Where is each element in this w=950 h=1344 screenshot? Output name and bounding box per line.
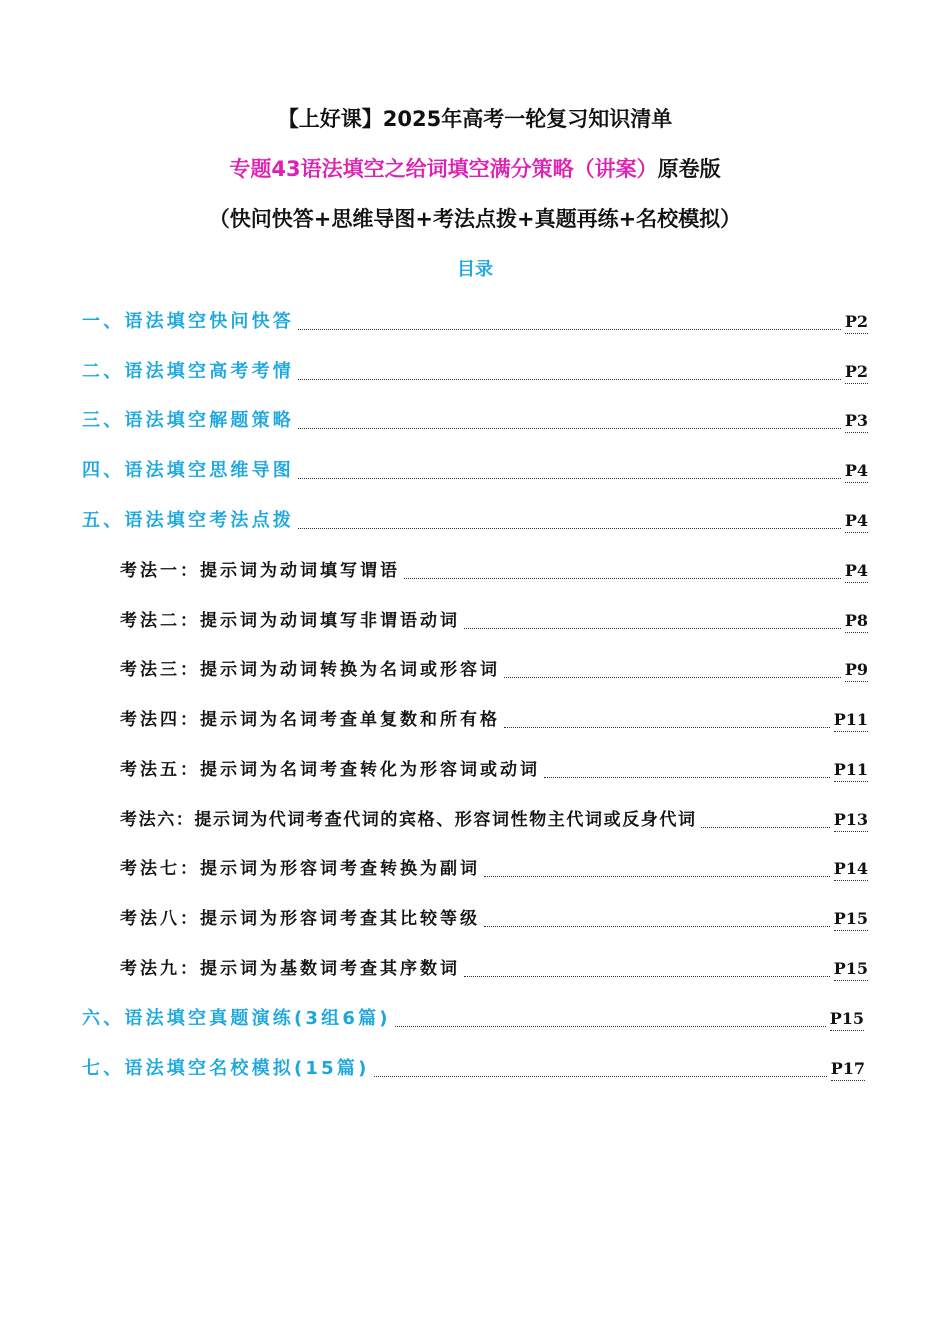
toc-leader bbox=[464, 627, 841, 629]
toc-leader bbox=[504, 726, 830, 728]
toc-entry-page: P15 bbox=[834, 908, 868, 931]
toc-entry[interactable] bbox=[120, 607, 868, 633]
toc-entry-label: 考法九：提示词为基数词考查其序数词 bbox=[120, 959, 460, 979]
toc-leader bbox=[484, 875, 830, 877]
toc-entry[interactable] bbox=[82, 1055, 865, 1081]
toc-leader bbox=[298, 477, 841, 479]
subtitle-topic: 专题43语法填空之给词填空满分策略（讲案） bbox=[229, 157, 658, 181]
toc-entry-label: 七、语法填空名校模拟(15篇) bbox=[82, 1058, 370, 1079]
toc-entry-page: P13 bbox=[834, 809, 868, 832]
toc-entry-page: P4 bbox=[845, 560, 868, 583]
toc-entry-label: 二、语法填空高考考情 bbox=[82, 361, 294, 382]
toc-entry-label: 考法二：提示词为动词填写非谓语动词 bbox=[120, 611, 460, 631]
toc-entry-page: P14 bbox=[834, 858, 868, 881]
toc-entry[interactable] bbox=[120, 706, 868, 732]
document-subtitle bbox=[0, 153, 950, 183]
toc-entry[interactable] bbox=[82, 308, 868, 334]
toc-leader bbox=[395, 1025, 826, 1027]
toc-entry-label: 考法四：提示词为名词考查单复数和所有格 bbox=[120, 710, 500, 730]
toc-entry[interactable] bbox=[82, 457, 868, 483]
toc-entry[interactable] bbox=[120, 855, 868, 881]
toc-leader bbox=[464, 975, 830, 977]
toc-entry-page: P9 bbox=[845, 659, 868, 682]
toc-entry-label: 考法一：提示词为动词填写谓语 bbox=[120, 561, 400, 581]
toc-leader bbox=[298, 378, 841, 380]
toc-entry[interactable] bbox=[120, 756, 868, 782]
toc-entry-label: 考法八：提示词为形容词考查其比较等级 bbox=[120, 909, 480, 929]
toc-leader bbox=[298, 527, 841, 529]
toc-entry-page: P11 bbox=[834, 759, 868, 782]
toc-entry-label: 考法五：提示词为名词考查转化为形容词或动词 bbox=[120, 760, 540, 780]
toc-entry-label: 四、语法填空思维导图 bbox=[82, 460, 294, 481]
toc-leader bbox=[298, 328, 841, 330]
toc-entry[interactable] bbox=[120, 806, 868, 832]
toc-entry-page: P4 bbox=[845, 460, 868, 483]
toc-entry[interactable] bbox=[82, 407, 868, 433]
document-scope: （快问快答+思维导图+考法点拨+真题再练+名校模拟） bbox=[208, 207, 742, 231]
toc-leader bbox=[701, 826, 830, 828]
toc-leader bbox=[374, 1075, 827, 1077]
toc-heading: 目录 bbox=[457, 259, 493, 280]
toc-entry-page: P15 bbox=[834, 958, 868, 981]
toc-entry-page: P11 bbox=[834, 709, 868, 732]
toc-entry-label: 一、语法填空快问快答 bbox=[82, 311, 294, 332]
toc-leader bbox=[484, 925, 830, 927]
toc-entry[interactable] bbox=[82, 1005, 864, 1031]
toc-entry-page: P2 bbox=[845, 311, 868, 334]
toc-entry-label: 考法三：提示词为动词转换为名词或形容词 bbox=[120, 660, 500, 680]
toc-leader bbox=[544, 776, 830, 778]
toc-entry-page: P4 bbox=[845, 510, 868, 533]
toc-entry-page: P15 bbox=[830, 1008, 864, 1031]
toc-leader bbox=[504, 676, 841, 678]
toc-entry[interactable] bbox=[82, 358, 868, 384]
toc-leader bbox=[298, 427, 841, 429]
toc-leader bbox=[404, 577, 841, 579]
toc-entry[interactable] bbox=[120, 557, 868, 583]
toc-entry-page: P2 bbox=[845, 361, 868, 384]
toc-entry-label: 三、语法填空解题策略 bbox=[82, 410, 294, 431]
toc-entry[interactable] bbox=[120, 955, 868, 981]
subtitle-version: 原卷版 bbox=[657, 157, 721, 181]
toc-entry[interactable] bbox=[120, 905, 868, 931]
toc-entry-label: 六、语法填空真题演练(3组6篇) bbox=[82, 1008, 391, 1029]
toc-entry-label: 考法七：提示词为形容词考查转换为副词 bbox=[120, 859, 480, 879]
toc-entry-label: 考法六：提示词为代词考查代词的宾格、形容词性物主代词或反身代词 bbox=[120, 810, 697, 830]
toc-entry-label: 五、语法填空考法点拨 bbox=[82, 510, 294, 531]
toc-entry-page: P8 bbox=[845, 610, 868, 633]
toc-entry-page: P17 bbox=[831, 1058, 865, 1081]
toc-entry[interactable] bbox=[82, 507, 868, 533]
document-title: 【上好课】2025年高考一轮复习知识清单 bbox=[277, 107, 673, 131]
toc-entry-page: P3 bbox=[845, 410, 868, 433]
toc-entry[interactable] bbox=[120, 656, 868, 682]
